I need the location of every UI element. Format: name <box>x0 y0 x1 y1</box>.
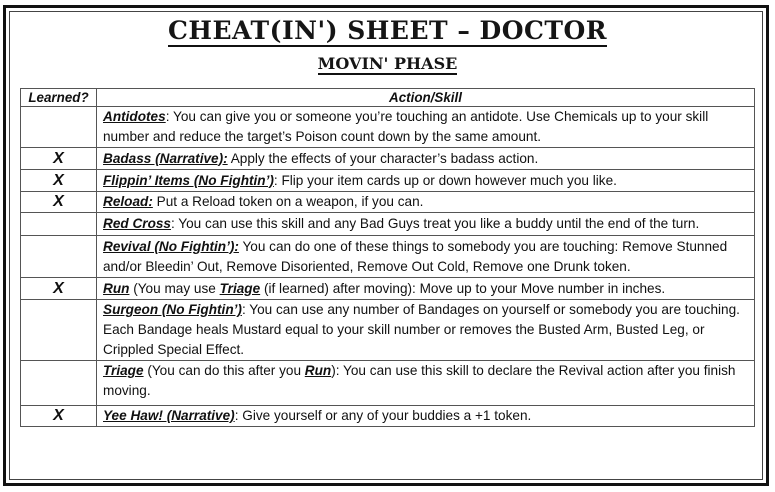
page-title: CHEAT(IN') SHEET – DOCTOR <box>167 16 608 45</box>
table-row <box>21 170 755 192</box>
skill-cell <box>97 148 755 170</box>
skill-description: : You can use this skill and any Bad Guys treat you like a buddy until the end of the turn. <box>171 216 700 231</box>
table-row <box>21 107 755 148</box>
skill-cell <box>97 213 755 236</box>
learned-cell <box>21 148 97 170</box>
learned-cell <box>21 192 97 213</box>
skill-description: : Flip your item cards up or down however much you like. <box>273 172 617 188</box>
table-row <box>21 213 755 236</box>
learned-cell <box>21 300 97 361</box>
skill-name: Revival (No Fightin’): <box>103 238 239 254</box>
learned-mark: X <box>53 193 64 210</box>
skill-cell <box>97 192 755 213</box>
table-row <box>21 192 755 213</box>
phase-subtitle: MOVIN' PHASE <box>317 54 458 73</box>
skill-description: ): You can use this skill to declare the Revival action after you finish moving. <box>103 363 736 398</box>
skill-cell <box>97 361 755 406</box>
learned-cell <box>21 361 97 406</box>
skill-name: Run <box>103 280 130 296</box>
skill-name: Flippin’ Items (No Fightin’) <box>103 172 274 188</box>
column-header-action-skill: Action/Skill <box>97 89 755 107</box>
table-row <box>21 148 755 170</box>
skill-name: Badass (Narrative): <box>103 150 228 166</box>
learned-cell <box>21 107 97 148</box>
learned-mark: X <box>53 171 64 189</box>
skill-name: Reload: <box>103 194 153 209</box>
skills-table <box>20 88 755 427</box>
learned-cell <box>21 406 97 427</box>
skill-description: (if learned) after moving): Move up to your Move number in inches. <box>260 280 666 296</box>
skill-name: Triage <box>103 363 144 378</box>
skill-description: Put a Reload token on a weapon, if you can. <box>152 194 424 209</box>
skill-name: Red Cross <box>103 216 171 231</box>
table-row <box>21 406 755 427</box>
skill-cell <box>97 300 755 361</box>
table-row <box>21 278 755 300</box>
skill-reference: Triage <box>219 280 261 296</box>
table-header-row <box>21 89 755 107</box>
skill-cell <box>97 278 755 300</box>
column-header-learned: Learned? <box>21 89 97 107</box>
table-row <box>21 361 755 406</box>
table-row <box>21 236 755 278</box>
skill-cell <box>97 406 755 427</box>
learned-mark: X <box>53 279 64 297</box>
skill-description-part: (You may use <box>129 280 220 296</box>
skill-description: You can do one of these things to somebody you are touching: Remove Stunned and/or Bleedin’ Out, Remove Disoriented, Remove Out Cold, Remove one Drunk token. <box>103 238 728 274</box>
skill-cell <box>97 107 755 148</box>
skill-description: Apply the effects of your character’s badass action. <box>227 150 539 166</box>
skill-cell <box>97 236 755 278</box>
learned-cell <box>21 170 97 192</box>
learned-mark: X <box>53 149 64 167</box>
table-row <box>21 300 755 361</box>
learned-cell <box>21 213 97 236</box>
skill-description: : You can use any number of Bandages on yourself or somebody you are touching. Each Bandage heals Mustard equal to your skill number or removes the Busted Arm, Busted Leg, or Crippled Special Effect. <box>103 302 740 357</box>
skill-name: Antidotes <box>103 109 166 124</box>
learned-mark: X <box>53 407 64 424</box>
learned-cell <box>21 278 97 300</box>
learned-cell <box>21 236 97 278</box>
skill-name: Surgeon (No Fightin’) <box>103 302 242 317</box>
skill-reference: Run <box>304 363 332 378</box>
skill-description: : Give yourself or any of your buddies a +1 token. <box>234 408 532 423</box>
skill-cell <box>97 170 755 192</box>
skill-description-part: (You can do this after you <box>143 363 305 378</box>
skill-description: : You can give you or someone you’re touching an antidote. Use Chemicals up to your skill number and reduce the target’s Poison count down by the same amount. <box>103 109 709 144</box>
skill-name: Yee Haw! (Narrative) <box>103 408 235 423</box>
